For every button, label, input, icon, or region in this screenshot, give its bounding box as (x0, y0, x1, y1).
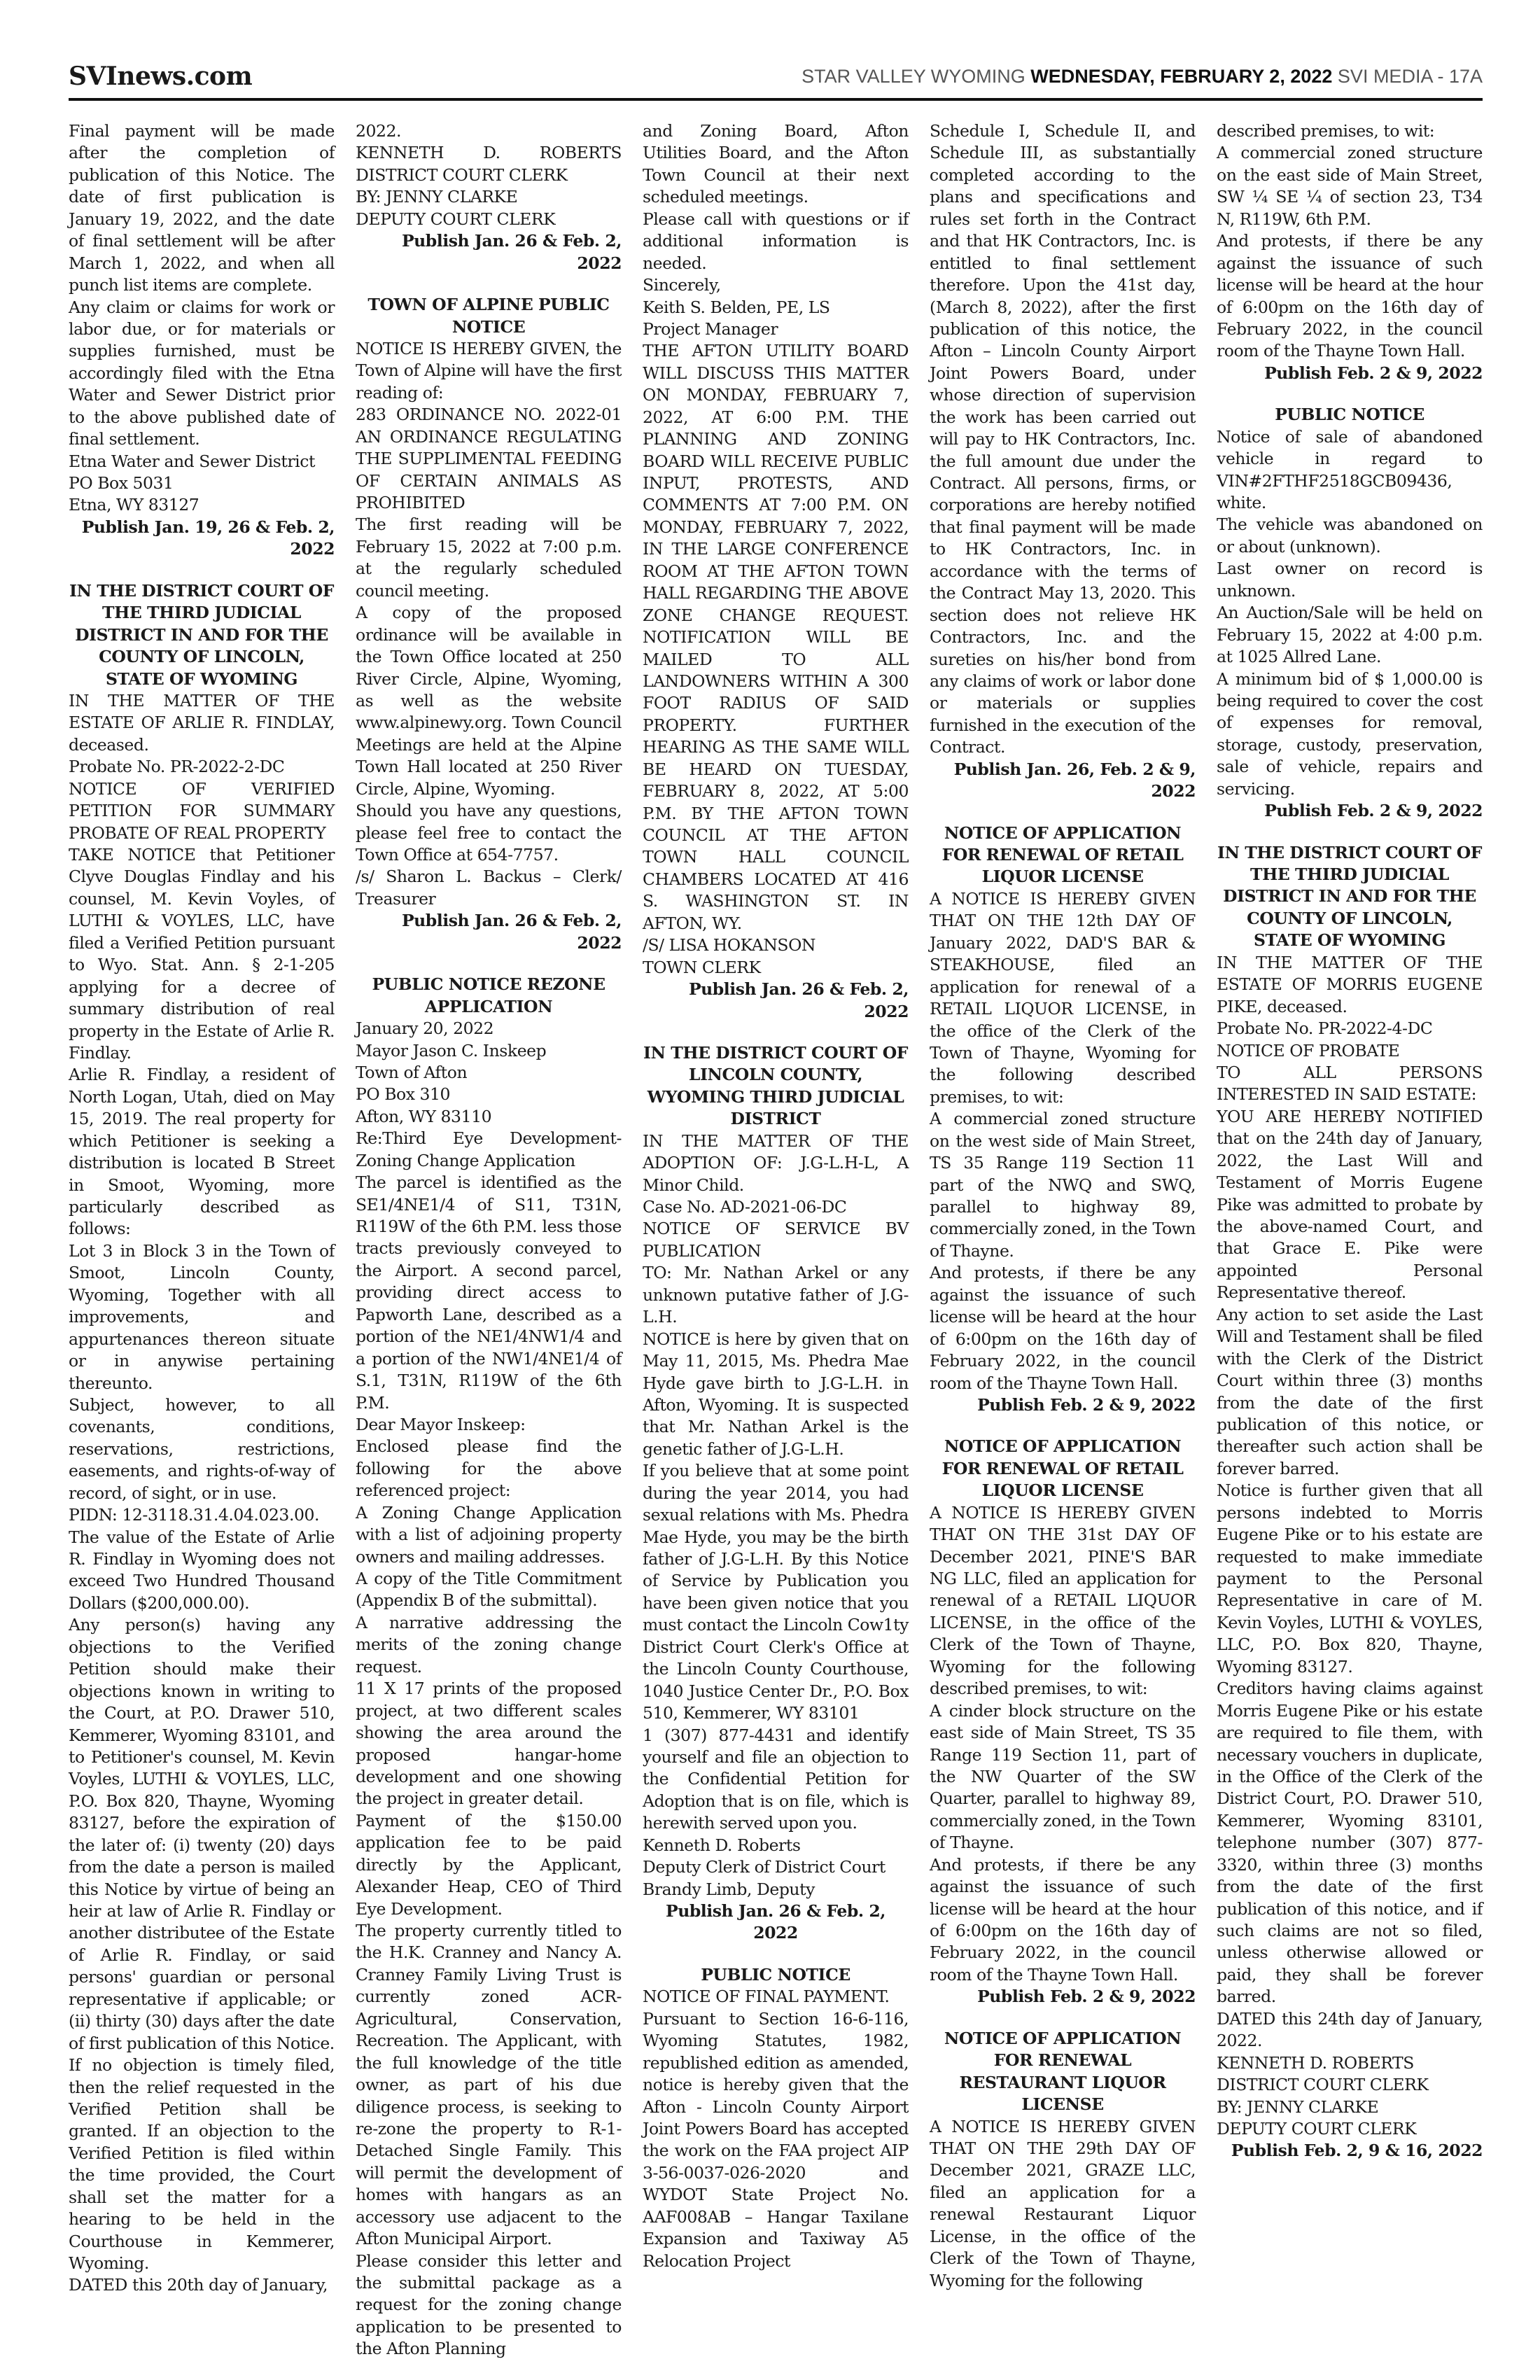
notice-paragraph: Dear Mayor Inskeep: (356, 1414, 526, 1434)
publish-line: Publish Feb. 2 & 9, 2022 (1264, 801, 1483, 821)
publish-line: Publish Feb. 2 & 9, 2022 (1264, 363, 1483, 383)
notice-paragraph: PO Box 310 (356, 1084, 451, 1105)
notice-paragraph: KENNETH D. ROBERTS (1217, 2052, 1414, 2073)
notice-paragraph: Afton, WY 83110 (356, 1106, 492, 1126)
notice-paragraph: 1 (307) 877-4431 and identify yourself and file an objection to the Confidential Petition for Adoption that is on file, which is herewith served upon you. (643, 1725, 909, 1833)
notice-paragraph: Enclosed please find the following for the above referenced project: (356, 1436, 622, 1501)
publish-line: Publish Jan. 26 & Feb. 2, 2022 (401, 231, 622, 273)
notice-paragraph: and Zoning Board, Afton Utilities Board, and the Afton Town Council at their next scheduled meetings. (643, 121, 909, 207)
notice-paragraph: NOTICE is here by given that on May 11, 2015, Ms. Phedra Mae Hyde gave birth to J.G-L.H. in Afton, Wyoming. It is suspected that Mr. Nathan Arkel is the genetic father of J.G-L.H. (643, 1329, 909, 1459)
publish-line: Publish Feb. 2 & 9, 2022 (977, 1987, 1196, 2007)
notice-paragraph: Town of Afton (356, 1062, 468, 1082)
notice-paragraph: TAKE NOTICE that Petitioner Clyve Douglas Findlay and his counsel, M. Kevin Voyles, of LUTHI & VOYLES, LLC, have filed a Verified Petition pursuant to Wyo. Stat. Ann. § 2-1-205 applying for a decree of summary distribution of real property in the Estate of Arlie R. Findlay. (69, 845, 335, 1063)
notice-paragraph: A NOTICE IS HEREBY GIVEN THAT ON THE 29th DAY OF December 2021, GRAZE LLC, filed an application for a renewal Restaurant Liquor License, in the office of the Clerk of the Town of Thayne, Wyoming for the following (930, 2116, 1196, 2290)
notice-paragraph: Any person(s) having any objections to the Verified Petition should make their objections known in writing to the Court, at P.O. Drawer 510, Kemmerer, Wyoming 83101, and to Petitioner's counsel, M. Kevin Voyles, LUTHI & VOYLES, LLC, P.O. Box 820, Thayne, Wyoming 83127, before the expiration of the later of: (i) twenty (20) days from the date a person is mailed this Notice by virtue of being an heir at law of Arlie R. Findlay or another distributee of the Estate of Arlie R. Findlay, or said persons' guardian or personal representative if applicable; or (ii) thirty (30) days after the date of first publication of this Notice. (69, 1615, 335, 2053)
notice-paragraph: The first reading will be February 15, 2022 at 7:00 p.m. at the regularly scheduled council meeting. (356, 514, 622, 601)
notice-paragraph: IN THE MATTER OF THE ESTATE OF MORRIS EUGENE PIKE, deceased. (1217, 952, 1483, 1016)
notice-paragraph: Mayor Jason C. Inskeep (356, 1040, 547, 1060)
notice-paragraph: And protests, if there be any against the issuance of such license will be heard at the hour of 6:00pm on the 16th day of February 2022, in the council room of the Thayne Town Hall. (930, 1854, 1196, 1984)
notice-paragraph: Payment of the $150.00 application fee to be paid directly by the Applicant, Alexander Heap, CEO of Third Eye Development. (356, 1810, 622, 1919)
notice-paragraph: BY: JENNY CLARKE (356, 187, 518, 207)
publish-line: Publish Jan. 26 & Feb. 2, 2022 (688, 979, 909, 1021)
masthead-place: STAR VALLEY WYOMING (802, 66, 1026, 87)
site-name: SVInews.com (69, 62, 253, 91)
notice-paragraph: NOTICE OF SERVICE BV PUBLICATlON (643, 1219, 909, 1261)
notice-paragraph: Creditors having claims against Morris Eugene Pike or his estate are required to file them, with necessary vouchers in duplicate, in the Office of the Clerk of the District Court, P.O. Drawer 510, Kemmerer, Wyoming 83101, telephone number (307) 877-3320, within three (3) months from the date of the first publication of this notice, and if such claims are not so filed, unless otherwise allowed or paid, they shall be forever barred. (1217, 1679, 1483, 2007)
notice-paragraph: A NOTICE IS HEREBY GIVEN THAT ON THE 31st DAY OF December 2021, PINE'S BAR NG LLC, filed an application for renewal of a RETAIL LIQUOR LICENSE, in the office of the Clerk of the Town of Thayne, Wyoming for the following described premises, to wit: (930, 1502, 1196, 1699)
notice-paragraph: The property currently titled to the H.K. Cranney and Nancy A. Cranney Family Living Trust is currently zoned ACR- Agricultural, Conservation, Recreation. The Applicant, with the full knowledge of the title owner, as part of his due diligence process, is seeking to re-zone the property to R-1-Detached Single Family. This will permit the development of homes with hangars as an accessory use adjacent to the Afton Municipal Airport. (356, 1921, 622, 2249)
notice-paragraph: Sincerely, (643, 275, 721, 295)
notice-paragraph: The value of the Estate of Arlie R. Findlay in Wyoming does not exceed Two Hundred Thousand Dollars ($200,000.00). (69, 1527, 335, 1613)
masthead-date: WEDNESDAY, FEBRUARY 2, 2022 (1030, 66, 1333, 87)
notice-paragraph: January 20, 2022 (356, 1018, 494, 1039)
notice-paragraph: described premises, to wit: (1217, 121, 1435, 141)
notice-paragraph: IN THE MATTER OF THE ESTATE OF ARLIE R. FINDLAY, deceased. (69, 690, 335, 755)
notice-paragraph: DEPUTY COURT CLERK (1217, 2118, 1417, 2138)
notice-paragraph: Brandy Limb, Deputy (643, 1879, 815, 1899)
notice-heading: PUBLIC NOTICE (701, 1964, 850, 1984)
notice-paragraph: DATED this 24th day of January, 2022. (1217, 2008, 1483, 2051)
notice-paragraph: TOWN CLERK (643, 957, 761, 977)
notice-paragraph: Subject, however, to all covenants, conditions, reservations, restrictions, easements, and rights-of-way of record, of sight, or in use. (69, 1394, 335, 1503)
notice-heading: PUBLIC NOTICE REZONE APPLICATION (372, 974, 606, 1016)
notice-paragraph: NOTICE OF PROBATE (1217, 1040, 1400, 1060)
notice-heading: IN THE DISTRICT COURT OF THE THIRD JUDICIAL DISTRICT IN AND FOR THE COUNTY OF LINCOLN, STATE OF WYOMING (69, 580, 334, 689)
column-2 (356, 120, 622, 2359)
notice-paragraph: PO Box 5031 (69, 473, 174, 493)
notice-heading: TOWN OF ALPINE PUBLIC NOTICE (368, 295, 610, 337)
notice-heading: IN THE DISTRICT COURT OF THE THIRD JUDICIAL DISTRICT IN AND FOR THE COUNTY OF LINCOLN, STATE OF WYOMING (1217, 842, 1482, 951)
publish-line: Publish Feb. 2, 9 & 16, 2022 (1231, 2141, 1483, 2161)
publish-line: Publish Jan. 19, 26 & Feb. 2, 2022 (81, 517, 335, 559)
publish-line: Publish Feb. 2 & 9, 2022 (977, 1394, 1196, 1415)
notice-paragraph: Etna Water and Sewer District (69, 451, 315, 471)
publish-line: Publish Jan. 26, Feb. 2 & 9, 2022 (953, 759, 1196, 802)
page-header (69, 59, 1483, 101)
notice-paragraph: BY: JENNY CLARKE (1217, 2096, 1379, 2117)
notice-paragraph: A Zoning Change Application with a list of adjoining property owners and mailing addresses. (356, 1502, 622, 1567)
masthead (802, 66, 1483, 88)
column-3 (643, 120, 909, 2325)
notice-paragraph: DISTRICT COURT CLERK (1217, 2075, 1429, 2095)
notice-paragraph: 2022. (356, 121, 402, 141)
notice-paragraph: Case No. AD-2021-06-DC (643, 1197, 847, 1217)
notice-paragraph: /S/ LISA HOKANSON (643, 935, 816, 955)
notice-paragraph: A copy of the Title Commitment (Appendix B of the submittal). (356, 1569, 622, 1611)
notice-paragraph: Please call with questions or if additional information is needed. (643, 209, 909, 273)
notice-paragraph: The vehicle was abandoned on or about (unknown). (1217, 514, 1483, 556)
notice-paragraph: A cinder block structure on the east side of Main Street, TS 35 Range 119 Section 11, part of the NW Quarter of the SW Quarter, parallel to highway 89, commercially zoned, in the Town of Thayne. (930, 1700, 1196, 1853)
notice-paragraph: KENNETH D. ROBERTS DISTRICT COURT CLERK (356, 143, 622, 185)
notice-paragraph: TO: Mr. Nathan Arkel or any unknown putative father of J.G-L.H. (643, 1263, 909, 1327)
column-5 (1217, 120, 1483, 2325)
notice-paragraph: NOTICE OF VERIFIED PETITION FOR SUMMARY PROBATE OF REAL PROPERTY (69, 778, 335, 843)
notice-paragraph: A minimum bid of $ 1,000.00 is being required to cover the cost of expenses for removal, storage, custody, preservation, sale of vehicle, repairs and servicing. (1217, 668, 1483, 799)
notice-paragraph: If you believe that at some point during the year 2014, you had sexual relations with Ms. Phedra Mae Hyde, you may be the birth father of J.G-L.H. By this Notice of Service by Publication you have been given notice that you must contact the Lincoln Cow1ty District Court Clerk's Office at the Lincoln County Courthouse, 1040 Justice Center Dr., P.O. Box 510, Kemmerer, WY 83101 (643, 1461, 909, 1723)
notice-paragraph: Should you have any questions, please feel free to contact the Town Office at 654-7757. (356, 801, 622, 864)
legal-notices-columns (69, 120, 1483, 2359)
notice-paragraph: NOTICE OF FINAL PAYMENT. (643, 1987, 890, 2007)
notice-paragraph: The parcel is identified as the SE1/4NE1/4 of S11, T31N, R119W of the 6th P.M. less those tracts previously conveyed to the Airport. A second parcel, providing direct access to Papworth Lane, described as a portion of the NE1/4NW1/4 and a portion of the NW1/4NE1/4 of S.1, T31N, R119W of the 6th P.M. (356, 1172, 622, 1413)
notice-paragraph: DEPUTY COURT CLERK (356, 209, 556, 229)
notice-paragraph: A NOTICE IS HEREBY GIVEN THAT ON THE 12th DAY OF January 2022, DAD'S BAR & STEAKHOUSE, filed an application for renewal of a RETAIL LIQUOR LICENSE, in the office of the Clerk of the Town of Thayne, Wyoming for the following described premises, to wit: (930, 888, 1196, 1107)
notice-paragraph: Notice of sale of abandoned vehicle in regard to VIN#2FTHF2518GCB09436, white. (1217, 426, 1483, 512)
notice-paragraph: 11 X 17 prints of the proposed project, at two different scales showing the area around the proposed hangar-home development and one showing the project in greater detail. (356, 1679, 622, 1809)
notice-paragraph: Last owner on record is unknown. (1217, 559, 1483, 601)
notice-heading: NOTICE OF APPLICATION FOR RENEWAL OF RETAIL LIQUOR LICENSE (941, 822, 1184, 887)
notice-paragraph: Kenneth D. Roberts (643, 1835, 801, 1855)
notice-paragraph: Please consider this letter and the submittal package as a request for the zoning change application to be presented to the Afton Planning (356, 2250, 622, 2359)
notice-paragraph: Any action to set aside the Last Will and Testament shall be filed with the Clerk of the District Court within three (3) months from the date of the first publication of this notice, or thereafter such action shall be forever barred. (1217, 1304, 1483, 1478)
notice-paragraph: Re:Third Eye Development-Zoning Change Application (356, 1128, 622, 1170)
notice-paragraph: Keith S. Belden, PE, LS (643, 297, 830, 317)
column-1 (69, 120, 335, 2325)
notice-paragraph: PIDN: 12-3118.31.4.04.023.00. (69, 1505, 319, 1525)
masthead-page: SVI MEDIA - 17A (1337, 66, 1483, 87)
notice-heading: PUBLIC NOTICE (1275, 405, 1424, 425)
notice-paragraph: YOU ARE HEREBY NOTIFIED that on the 24th day of January, 2022, the Last Will and Testament of Morris Eugene Pike was admitted to probate by the above-named Court, and that Grace E. Pike were appointed Personal Representative thereof. (1217, 1106, 1483, 1303)
notice-paragraph: Final payment will be made after the completion of publication of this Notice. The date of first publication is January 19, 2022, and the date of final settlement will be after March 1, 2022, and when all punch list items are complete. (69, 121, 335, 295)
notice-paragraph: /s/ Sharon L. Backus – Clerk/ Treasurer (356, 867, 622, 909)
column-4 (930, 120, 1196, 2325)
notice-paragraph: Etna, WY 83127 (69, 495, 200, 515)
notice-paragraph: A commercial zoned structure on the west side of Main Street, TS 35 Range 119 Section 11 part of the NWQ and SWQ, parallel to highway 89, commercially zoned, in the Town of Thayne. (930, 1109, 1196, 1261)
notice-paragraph: Notice is further given that all persons indebted to Morris Eugene Pike or to his estate are requested to make immediate payment to the Personal Representative in care of M. Kevin Voyles, LUTHI & VOYLES, LLC, P.O. Box 820, Thayne, Wyoming 83127. (1217, 1480, 1483, 1676)
notice-paragraph: THE AFTON UTILITY BOARD WILL DISCUSS THIS MATTER ON MONDAY, FEBRUARY 7, 2022, AT 6:00 P.M. THE PLANNING AND ZONING BOARD WILL RECEIVE PUBLIC INPUT, PROTESTS, AND COMMENTS AT 7:00 P.M. ON MONDAY, FEBRUARY 7, 2022, IN THE LARGE CONFERENCE ROOM AT THE AFTON TOWN HALL REGARDING THE ABOVE ZONE CHANGE REQUEST. NOTIFICATION WILL BE MAILED TO ALL LANDOWNERS WITHIN A 300 FOOT RADIUS OF SAID PROPERTY. FURTHER HEARING AS THE SAME WILL BE HEARD ON TUESDAY, FEBRUARY 8, 2022, AT 5:00 P.M. BY THE AFTON TOWN COUNCIL AT THE AFTON TOWN HALL COUNCIL CHAMBERS LOCATED AT 416 S. WASHINGTON ST. IN AFTON, WY. (643, 341, 909, 933)
notice-paragraph: If no objection is timely filed, then the relief requested in the Verified Petition shall be granted. If an objection to the Verified Petition is filed within the time provided, the Court shall set the matter for a hearing to be held in the Courthouse in Kemmerer, Wyoming. (69, 2055, 335, 2273)
notice-paragraph: And protests, if there be any against the issuance of such license will be heard at the hour of 6:00pm on the 16th day of February 2022, in the council room of the Thayne Town Hall. (930, 1263, 1196, 1393)
notice-paragraph: NOTICE IS HEREBY GIVEN, the Town of Alpine will have the first reading of: (356, 338, 622, 402)
notice-heading: IN THE DISTRICT COURT OF LINCOLN COUNTY, WYOMING THIRD JUDICIAL DISTRICT (643, 1042, 908, 1129)
notice-paragraph: A narrative addressing the merits of the zoning change request. (356, 1612, 622, 1676)
notice-paragraph: Pursuant to Section 16-6-116, Wyoming Statutes, 1982, republished edition as amended, notice is hereby given that the Afton - Lincoln County Airport Joint Powers Board has accepted the work on the FAA project AIP 3-56-0037-026-2020 and WYDOT State Project No. AAF008AB – Hangar Taxilane Expansion and Taxiway A5 Relocation Project (643, 2008, 909, 2271)
notice-paragraph: Arlie R. Findlay, a resident of North Logan, Utah, died on May 15, 2019. The real property for which Petitioner is seeking a distribution is located B Street in Smoot, Wyoming, more particularly described as follows: (69, 1065, 335, 1239)
notice-paragraph: Schedule I, Schedule II, and Schedule III, as substantially completed according to the plans and specifications and rules set forth in the Contract and that HK Contractors, Inc. is entitled to final settlement therefore. Upon the 41st day, (March 8, 2022), after the first publication of this notice, the Afton – Lincoln County Airport Joint Powers Board, under whose direction of supervision the work has been carried out will pay to HK Contractors, Inc. the full amount due under the Contract. All persons, firms, or corporations are hereby notified that final payment will be made to HK Contractors, Inc. in accordance with the terms of the Contract May 13, 2020. This section does not relieve HK Contractors, Inc. and the sureties on his/her bond from any claims of work or labor done or materials or supplies furnished in the execution of the Contract. (930, 121, 1196, 757)
notice-paragraph: Deputy Clerk of District Court (643, 1857, 886, 1877)
notice-paragraph: Any claim or claims for work or labor due, or for materials or supplies furnished, must be accordingly filed with the Etna Water and Sewer District prior to the above published date of final settlement. (69, 297, 335, 449)
notice-paragraph: A commercial zoned structure on the east side of Main Street, SW ¼ SE ¼ of section 23, T34 N, R119W, 6th P.M. (1217, 143, 1483, 229)
notice-paragraph: Lot 3 in Block 3 in the Town of Smoot, Lincoln County, Wyoming, Together with all improvements, and appurtenances thereon situate or in anywise pertaining thereunto. (69, 1240, 335, 1393)
notice-paragraph: DATED this 20th day of January, (69, 2275, 328, 2295)
publish-line: Publish Jan. 26 & Feb. 2, 2022 (665, 1901, 886, 1943)
notice-heading: NOTICE OF APPLICATION FOR RENEWAL OF RETAIL LIQUOR LICENSE (941, 1436, 1184, 1501)
notice-paragraph: Probate No. PR-2022-4-DC (1217, 1018, 1433, 1039)
notice-paragraph: Project Manager (643, 318, 778, 339)
notice-paragraph: An Auction/Sale will be held on February 15, 2022 at 4:00 p.m. at 1025 Allred Lane. (1217, 603, 1483, 667)
notice-paragraph: Probate No. PR-2022-2-DC (69, 757, 285, 777)
notice-paragraph: A copy of the proposed ordinance will be available in the Town Office located at 250 River Circle, Alpine, Wyoming, as well as the website www.alpinewy.org. Town Council Meetings are held at the Alpine Town Hall located at 250 River Circle, Alpine, Wyoming. (356, 603, 622, 799)
notice-paragraph: 283 ORDINANCE NO. 2022-01 AN ORDINANCE REGULATING THE SUPPLIMENTAL FEEDING OF CERTAIN ANIMALS AS PROHIBITED (356, 405, 622, 512)
publish-line: Publish Jan. 26 & Feb. 2, 2022 (401, 911, 622, 953)
notice-paragraph: TO ALL PERSONS INTERESTED IN SAID ESTATE: (1217, 1062, 1483, 1105)
notice-paragraph: And protests, if there be any against the issuance of such license will be heard at the hour of 6:00pm on the 16th day of February 2022, in the council room of the Thayne Town Hall. (1217, 231, 1483, 361)
notice-paragraph: IN THE MATTER OF THE ADOPTION OF: J.G-L.H-L, A Minor Child. (643, 1130, 909, 1195)
notice-heading: NOTICE OF APPLICATION FOR RENEWAL RESTAURANT LIQUOR LICENSE (944, 2028, 1182, 2115)
